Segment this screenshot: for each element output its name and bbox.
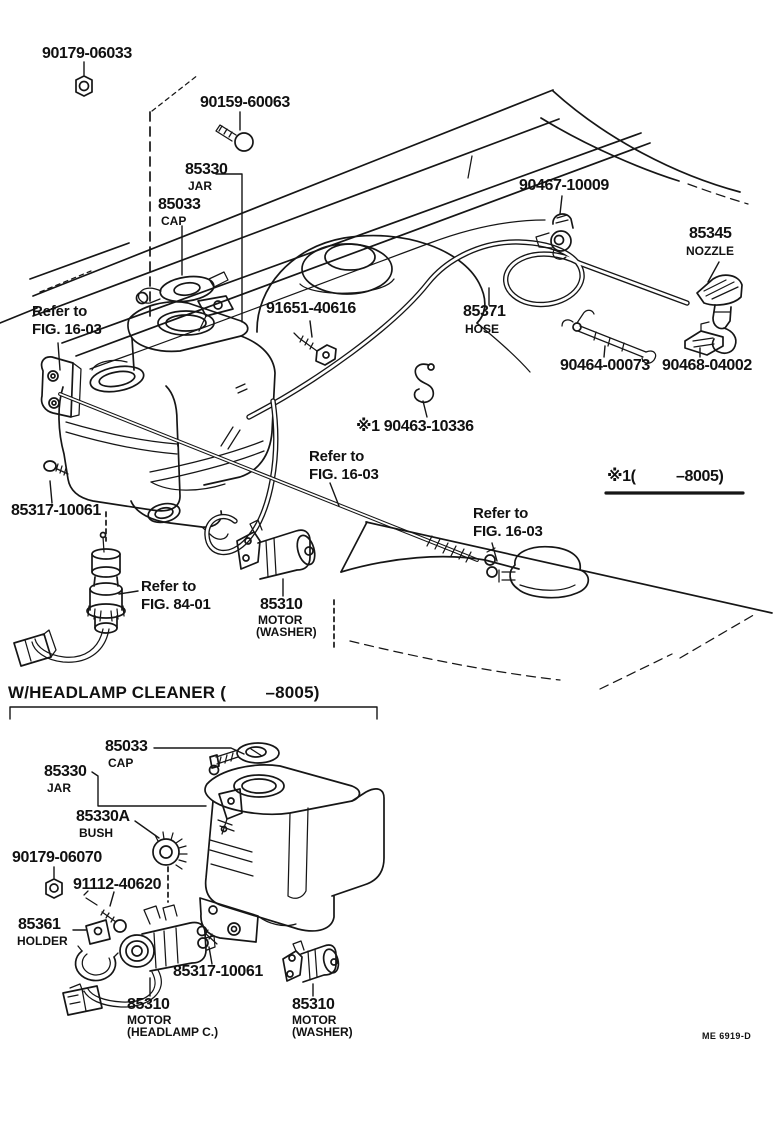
section-title-bracket [10, 707, 377, 719]
part-label-90159-60063: 90159-60063 [200, 94, 290, 111]
part-label-85330a: 85330A [76, 808, 130, 825]
washer-motor-bottom [283, 941, 341, 982]
washer-motor-main [237, 520, 318, 579]
part-caption-hose: HOSE [465, 322, 500, 336]
part-label-85371: 85371 [463, 303, 506, 320]
applicability-note: ※1( –8005) [607, 468, 724, 485]
hose-joint-90464 [562, 310, 656, 363]
part-caption-nozzle: NOZZLE [686, 244, 734, 258]
part-label-91112-40620: 91112-40620 [73, 876, 162, 893]
part-label-85033: 85033 [158, 196, 201, 213]
leader-lines-top [50, 62, 743, 596]
headlamp-section-title: W/HEADLAMP CLEANER ( –8005) [8, 683, 320, 702]
part-caption-motor-variant: (WASHER) [256, 625, 317, 639]
refer-note-fig84-line2: FIG. 84-01 [141, 596, 211, 613]
part-label-85361: 85361 [18, 916, 61, 933]
part-label-85310-washer-b: 85310 [292, 996, 335, 1013]
refer-note-center-line2: FIG. 16-03 [309, 466, 379, 483]
part-caption-motor: MOTOR [258, 613, 303, 627]
part-caption-motor-washer-b-variant: (WASHER) [292, 1025, 353, 1039]
refer-note-left-line1: Refer to [32, 303, 88, 320]
part-label-85033-b: 85033 [105, 738, 148, 755]
nut-90179-06070 [46, 879, 62, 898]
refer-note-right-line1: Refer to [473, 505, 529, 522]
holder-85361 [76, 920, 118, 981]
refer-note-left-line2: FIG. 16-03 [32, 321, 102, 338]
dashed-reference-lines [106, 112, 334, 648]
washer-jar-rear [128, 272, 275, 490]
nozzle-85345 [697, 275, 742, 353]
figure-code: ME 6919-D [702, 1031, 752, 1041]
pump-level-switch [14, 533, 125, 667]
refer-note-right-line2: FIG. 16-03 [473, 523, 543, 540]
headlamp-cleaner-jar [200, 765, 384, 942]
bolt-91112 [84, 891, 126, 932]
hook-90463 [415, 364, 435, 402]
part-caption-holder: HOLDER [17, 934, 68, 948]
part-caption-motor-washer-b: MOTOR [292, 1013, 337, 1027]
part-label-85330: 85330 [185, 161, 228, 178]
refer-note-center-line1: Refer to [309, 448, 365, 465]
screw-91651 [294, 333, 336, 365]
part-label-85310-washer: 85310 [260, 596, 303, 613]
leader-lines-bottom [54, 748, 313, 996]
nut-90179 [76, 76, 92, 96]
car-body-lines [0, 75, 748, 369]
part-label-85345: 85345 [689, 225, 732, 242]
part-caption-jar: JAR [188, 179, 213, 193]
part-label-91651-40616: 91651-40616 [266, 300, 356, 317]
part-label-90179-06070: 90179-06070 [12, 849, 102, 866]
part-caption-cap: CAP [161, 214, 187, 228]
part-caption-bush: BUSH [79, 826, 114, 840]
part-label-90179-06033: 90179-06033 [42, 45, 132, 62]
part-label-90463-10336: ※1 90463-10336 [356, 418, 474, 435]
part-caption-motor-headlamp-variant: (HEADLAMP C.) [127, 1025, 219, 1039]
part-label-85310-headlamp: 85310 [127, 996, 170, 1013]
part-caption-cap-b: CAP [108, 756, 134, 770]
part-label-90468-04002: 90468-04002 [662, 357, 752, 374]
part-label-85317-10061: 85317-10061 [11, 502, 101, 519]
bolt-90159 [216, 125, 253, 151]
part-label-90467-10009: 90467-10009 [519, 177, 609, 194]
part-caption-jar-b: JAR [47, 781, 72, 795]
part-label-85317-10061-b: 85317-10061 [173, 963, 263, 980]
refer-note-fig84-line1: Refer to [141, 578, 197, 595]
part-label-90464-00073: 90464-00073 [560, 357, 650, 374]
part-label-85330-b: 85330 [44, 763, 87, 780]
part-caption-motor-headlamp: MOTOR [127, 1013, 172, 1027]
